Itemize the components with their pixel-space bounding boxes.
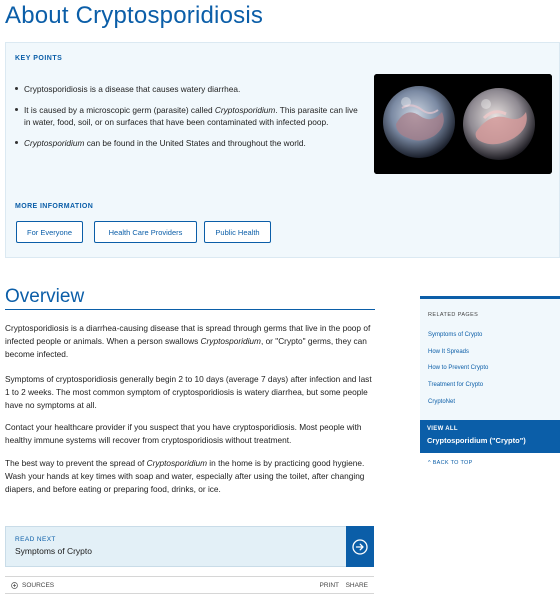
text-segment: The best way to prevent the spread of (5, 458, 147, 468)
read-next-arrow-button[interactable] (346, 526, 374, 567)
key-points-heading: KEY POINTS (15, 55, 63, 62)
text-segment: Symptoms of cryptosporidiosis generally begin 2 to 10 days (average 7 days) after infection and last 1 to 2 weeks. The most common symptom of cryptosporidiosis is watery diarrhea, but some people have no symptoms at all. (5, 374, 372, 410)
page-title: About Cryptosporidiosis (5, 2, 264, 29)
text-segment: in the home is by practicing good hygiene. Wash your hands at key times with soap and water, especially after using the toilet, after changing diapers, and before eating or preparing food, drinks, or ice. (5, 458, 365, 494)
related-link-cryptonet[interactable]: CryptoNet (428, 399, 456, 405)
related-pages-sidebar (420, 296, 560, 450)
health-care-providers-button[interactable]: Health Care Providers (94, 221, 197, 243)
sources-toggle[interactable] (11, 582, 54, 589)
text-segment: , or "Crypto" germs, they can become infected. (5, 336, 367, 359)
overview-paragraph (5, 457, 375, 496)
key-points-panel (5, 42, 560, 258)
overview-paragraph (5, 322, 375, 361)
more-information-heading: MORE INFORMATION (15, 203, 94, 210)
related-pages-heading: RELATED PAGES (428, 312, 479, 318)
related-link-how-it-spreads[interactable]: How It Spreads (428, 349, 470, 355)
related-link-prevent[interactable]: How to Prevent Crypto (428, 365, 489, 371)
microscope-image-graphic (374, 74, 552, 174)
share-button[interactable]: SHARE (345, 582, 368, 589)
back-to-top-link[interactable]: ^ BACK TO TOP (428, 460, 473, 466)
key-point-item (15, 83, 365, 95)
plus-circle-icon (11, 582, 18, 589)
italic-term: Cryptosporidium (146, 458, 207, 468)
arrow-right-circle-icon (352, 539, 368, 555)
read-next-title[interactable]: Symptoms of Crypto (15, 546, 92, 556)
overview-paragraph (5, 421, 375, 447)
text-segment: It is caused by a microscopic germ (parasite) called (24, 105, 215, 115)
key-point-item (15, 137, 365, 149)
related-link-treatment[interactable]: Treatment for Crypto (428, 382, 484, 388)
text-segment: can be found in the United States and throughout the world. (84, 138, 306, 148)
read-next-card[interactable] (5, 526, 374, 567)
view-all-title: Cryptosporidium ("Crypto") (427, 436, 526, 445)
key-points-list (15, 83, 365, 158)
key-point-item (15, 104, 365, 128)
print-button[interactable]: PRINT (319, 582, 339, 589)
sources-bar (5, 576, 374, 594)
for-everyone-button[interactable]: For Everyone (16, 221, 83, 243)
read-next-label: READ NEXT (15, 536, 56, 543)
view-all-label: VIEW ALL (427, 426, 458, 432)
overview-paragraph (5, 373, 375, 412)
italic-term: Cryptosporidium (200, 336, 261, 346)
overview-heading: Overview (5, 286, 85, 307)
public-health-button[interactable]: Public Health (204, 221, 271, 243)
text-segment: Cryptosporidiosis is a diarrhea-causing disease that is spread through germs that live in the poop of infected people or animals. When a person swallows (5, 323, 371, 346)
text-segment: Cryptosporidiosis is a disease that causes watery diarrhea. (24, 84, 241, 94)
italic-term: Cryptosporidium (24, 138, 85, 148)
view-all-button[interactable] (420, 420, 560, 453)
text-segment: Contact your healthcare provider if you suspect that you have cryptosporidiosis. Most people with healthy immune systems will recover from cryptosporidiosis without treatment. (5, 422, 362, 445)
related-link-symptoms[interactable]: Symptoms of Crypto (428, 332, 483, 338)
cryptosporidium-oocysts-image (374, 74, 552, 174)
overview-divider (5, 309, 375, 310)
italic-term: Cryptosporidium (214, 105, 276, 115)
sources-label: SOURCES (22, 582, 55, 589)
text-segment: . This parasite can live in water, food, soil, or on surfaces that have been contaminated with infected poop. (24, 105, 358, 127)
